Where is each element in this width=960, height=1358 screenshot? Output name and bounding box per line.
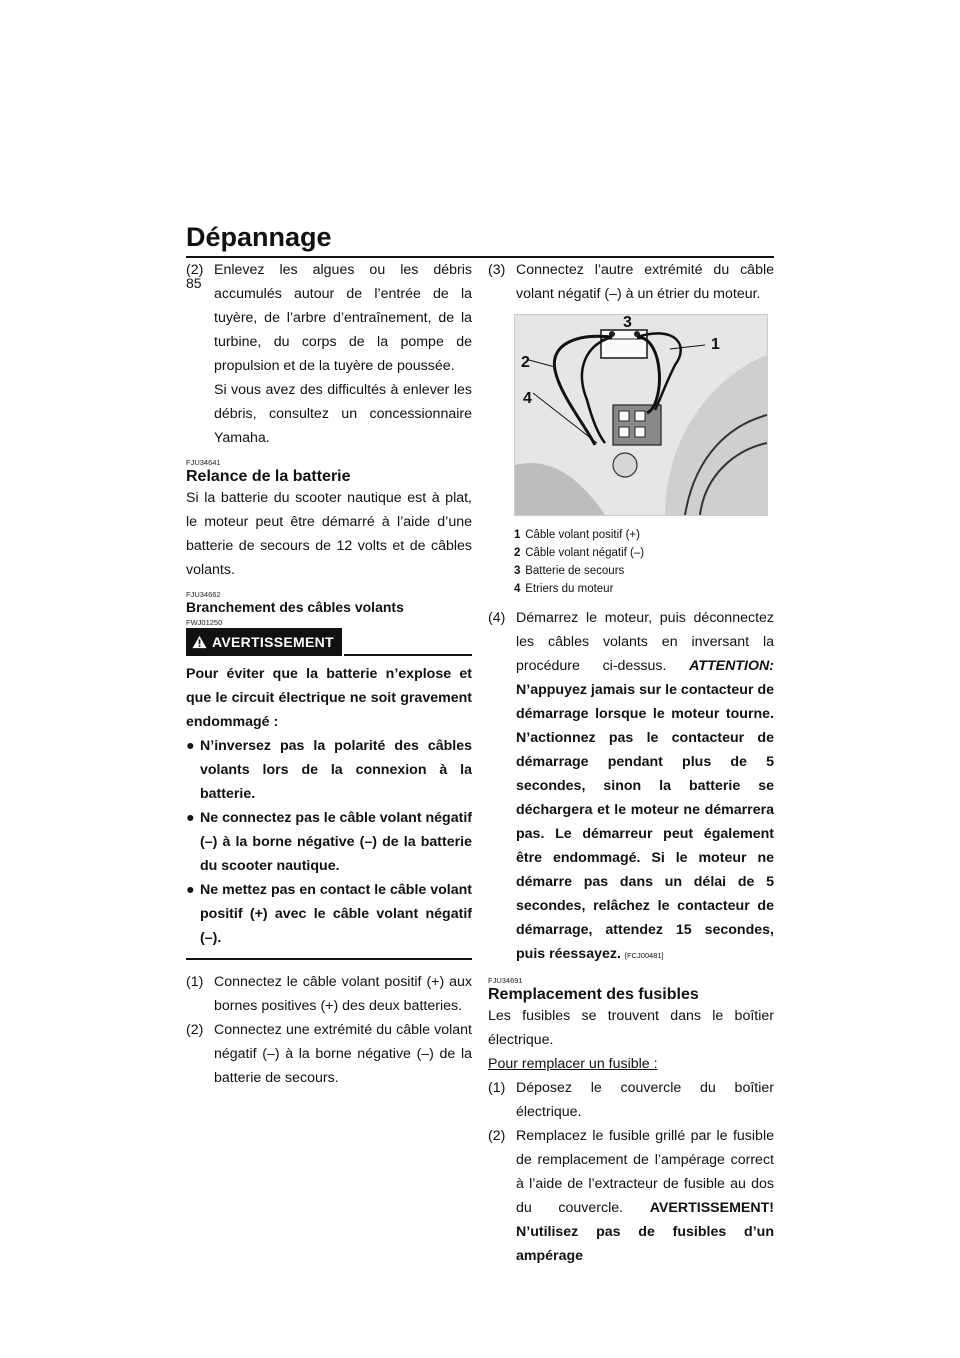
step-number: (2)	[186, 262, 204, 278]
warning-bullet: ● Ne connectez pas le câble volant négatif (–) à la borne négative (–) de la batterie du scooter nautique.	[186, 810, 473, 874]
legend-item: 1 Câble volant positif (+)	[514, 529, 640, 541]
attention-text: N’appuyez jamais sur le contacteur de démarrage lorsque le moteur tourne. N’actionnez pas le contacteur de démarrage pendant plus de 5 secondes, sinon la batterie se déchargera et le moteur ne démarrera pas. Le démarreur peut également être endommagé. Si le moteur ne démarre pas dans un délai de 5 secondes, relâchez le contacteur de démarrage, attendez 15 secondes, puis réessayez.	[516, 682, 774, 962]
fusibles-subheading: Pour remplacer un fusible :	[488, 1056, 658, 1072]
warning-header	[186, 628, 472, 656]
step-4-start-engine: (4) Démarrez le moteur, puis déconnectez les câbles volants en inversant la procédure ci-dessus. ATTENTION: N’appuyez jamais sur le contacteur de démarrage lorsque le moteur tourne. N’actionnez pas le contacteur de démarrage pendant plus de 5 secondes, sinon la batterie se déchargera et le moteur ne démarrera pas. Le démarreur peut également être endommagé. Si le moteur ne démarre pas dans un délai de 5 secondes, relâchez le contacteur de démarrage, attendez 15 secondes, puis réessayez. [FCJ00481]	[488, 610, 774, 962]
relance-paragraph: Si la batterie du scooter nautique est à plat, le moteur peut être démarré à l’aide d’une batterie de secours de 12 volts et de câbles volants.	[186, 490, 472, 578]
step-3-connect-bracket: (3) Connectez l’autre extrémité du câble volant négatif (–) à un étrier du moteur.	[488, 262, 774, 302]
warning-bullet: ● Ne mettez pas en contact le câble volant positif (+) avec le câble volant négatif (–).	[186, 882, 473, 946]
right-column	[488, 258, 774, 1268]
fuse-step-1: (1) Déposez le couvercle du boîtier électrique.	[488, 1080, 774, 1120]
section-code: FJU34662	[186, 590, 221, 599]
warning-code: FWJ01250	[186, 618, 223, 627]
warning-badge	[186, 628, 342, 656]
callout-2: 2	[521, 354, 530, 371]
step-text-continued: Si vous avez des difficultés à enlever les débris, consultez un concessionnaire Yamaha.	[214, 382, 472, 446]
figure-legend	[514, 526, 774, 598]
attention-code: [FCJ00481]	[624, 951, 664, 960]
warning-body	[186, 662, 472, 950]
warning-top-rule	[344, 654, 472, 656]
page-title: Dépannage	[186, 222, 332, 252]
warning-bottom-rule	[186, 958, 472, 960]
callout-1: 1	[711, 336, 720, 353]
callout-4: 4	[523, 390, 532, 407]
section-code: FJU34641	[186, 458, 221, 467]
heading-fusibles: Remplacement des fusibles	[488, 986, 699, 1003]
jumper-cable-illustration	[514, 314, 768, 516]
step-2-connect-negative: (2) Connectez une extrémité du câble volant négatif (–) à la borne négative (–) de la batterie de secours.	[186, 1022, 472, 1086]
heading-branchement: Branchement des câbles volants	[186, 599, 404, 615]
fuse-warning-text: AVERTISSEMENT! N’utilisez pas de fusibles d’un ampérage	[516, 1200, 774, 1264]
warning-intro: Pour éviter que la batterie n’explose et que le circuit électrique ne soit gravement endommagé :	[186, 666, 472, 730]
legend-item: 4 Etriers du moteur	[514, 583, 614, 595]
warning-triangle-icon	[192, 635, 207, 649]
fusibles-paragraph: Les fusibles se trouvent dans le boîtier électrique.	[488, 1008, 774, 1048]
legend-item: 2 Câble volant négatif (–)	[514, 547, 645, 559]
step-2-debris	[186, 258, 472, 450]
section-code: FJU34691	[488, 976, 523, 985]
attention-label: ATTENTION:	[689, 658, 774, 674]
warning-bullet: ● N’inversez pas la polarité des câbles volants lors de la connexion à la batterie.	[186, 738, 472, 802]
step-1-connect-positive: (1) Connectez le câble volant positif (+) aux bornes positives (+) des deux batteries.	[186, 974, 472, 1014]
heading-relance-batterie: Relance de la batterie	[186, 468, 351, 485]
left-column	[186, 258, 472, 1090]
page-number: 85	[186, 275, 202, 291]
step-text: Enlevez les algues ou les débris accumulés autour de l’entrée de la tuyère, de l’arbre d’entraînement, de la turbine, du corps de la pompe de propulsion et de la tuyère de poussée.	[214, 262, 472, 374]
fuse-step-2: (2) Remplacez le fusible grillé par le fusible de remplacement de l’ampérage correct à l’aide de l’extracteur de fusible au dos du couvercle. AVERTISSEMENT! N’utilisez pas de fusibles d’un ampérage	[488, 1128, 774, 1264]
warning-label: AVERTISSEMENT	[212, 634, 334, 650]
callout-3: 3	[623, 314, 632, 331]
legend-item: 3 Batterie de secours	[514, 565, 625, 577]
